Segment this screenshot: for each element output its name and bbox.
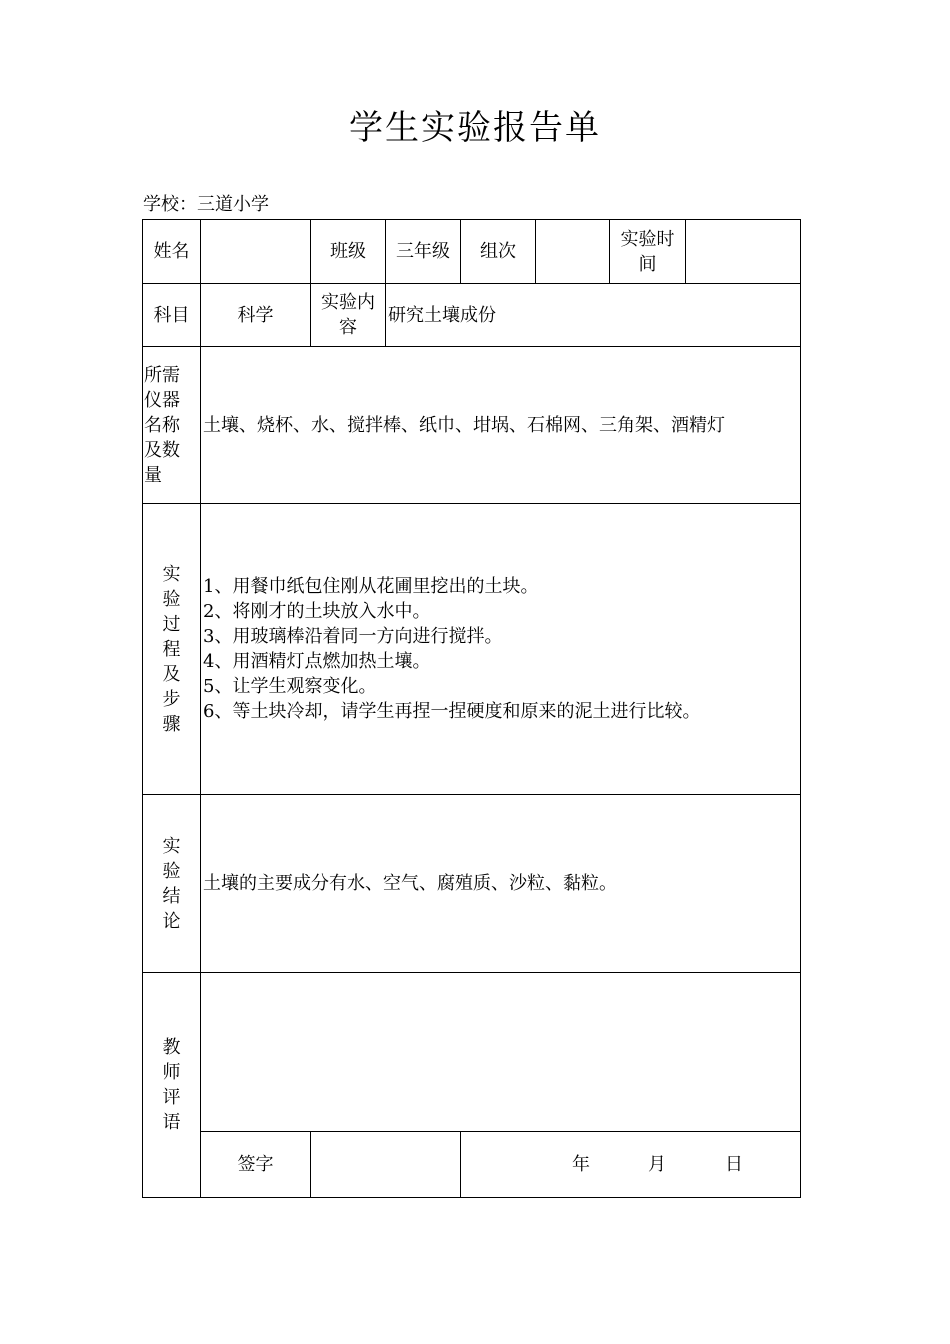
process-label-char: 验: [162, 588, 181, 610]
name-label: 姓名: [143, 220, 201, 284]
process-steps[interactable]: [201, 504, 801, 795]
equipment-label-line: 量: [144, 464, 162, 486]
process-label-char: 程: [162, 638, 181, 660]
process-label: [143, 504, 201, 795]
row-equipment: [143, 347, 801, 504]
row-signature: [143, 1132, 801, 1198]
date-field[interactable]: [461, 1132, 801, 1198]
conclusion-label-char: 验: [162, 860, 181, 882]
sign-field[interactable]: [311, 1132, 461, 1198]
class-field[interactable]: 三年级: [386, 220, 461, 284]
report-table: [142, 219, 801, 1198]
row-teacher-comment: [143, 973, 801, 1132]
subject-label: 科目: [143, 284, 201, 347]
conclusion-label-char: 论: [162, 910, 181, 932]
process-label-char: 骤: [162, 713, 181, 735]
conclusion-label-char: 实: [162, 835, 181, 857]
teacher-label: [143, 973, 201, 1198]
row-subject: [143, 284, 801, 347]
teacher-label-char: 师: [162, 1062, 181, 1083]
process-label-char: 及: [162, 663, 181, 685]
equipment-label-line: 所需: [144, 364, 180, 386]
step-item: 4、用酒精灯点燃加热土壤。: [203, 651, 431, 672]
equipment-label-line: 及数: [144, 439, 180, 461]
teacher-label-char: 评: [162, 1087, 181, 1108]
conclusion-label: [143, 795, 201, 973]
year-label: 年: [572, 1154, 590, 1175]
equipment-label: [143, 347, 201, 504]
conclusion-field[interactable]: 土壤的主要成分有水、空气、腐殖质、沙粒、黏粒。: [201, 795, 801, 973]
month-label: 月: [648, 1154, 666, 1175]
school-line: 学校：三道小学: [143, 194, 269, 215]
sign-label: 签字: [201, 1132, 311, 1198]
row-process: [143, 504, 801, 795]
group-field[interactable]: [536, 220, 610, 284]
row-basic-info: [143, 220, 801, 284]
teacher-comment-field[interactable]: [201, 973, 801, 1132]
day-label: 日: [725, 1154, 743, 1175]
class-label: 班级: [311, 220, 386, 284]
teacher-label-char: 语: [162, 1112, 181, 1133]
name-field[interactable]: [201, 220, 311, 284]
process-label-char: 过: [162, 613, 181, 635]
equipment-label-line: 名称: [144, 414, 180, 436]
step-item: 1、用餐巾纸包住刚从花圃里挖出的土块。: [203, 576, 539, 597]
process-label-char: 实: [162, 563, 181, 585]
step-item: 5、让学生观察变化。: [203, 676, 377, 697]
row-conclusion: [143, 795, 801, 973]
teacher-label-char: 教: [162, 1037, 181, 1058]
time-field[interactable]: [686, 220, 801, 284]
content-field[interactable]: 研究土壤成份: [386, 284, 801, 347]
equipment-label-line: 仪器: [144, 389, 180, 411]
step-item: 6、等土块冷却，请学生再捏一捏硬度和原来的泥土进行比较。: [203, 701, 701, 722]
step-item: 3、用玻璃棒沿着同一方向进行搅拌。: [203, 626, 503, 647]
content-label: 实验内容: [311, 284, 386, 347]
subject-field[interactable]: 科学: [201, 284, 311, 347]
page-title: 学生实验报告单: [349, 108, 601, 148]
time-label: 实验时间: [610, 220, 686, 284]
step-item: 2、将刚才的土块放入水中。: [203, 601, 431, 622]
equipment-field[interactable]: 土壤、烧杯、水、搅拌棒、纸巾、坩埚、石棉网、三角架、酒精灯: [201, 347, 801, 504]
process-label-char: 步: [162, 688, 181, 710]
group-label: 组次: [461, 220, 536, 284]
conclusion-label-char: 结: [162, 885, 181, 907]
